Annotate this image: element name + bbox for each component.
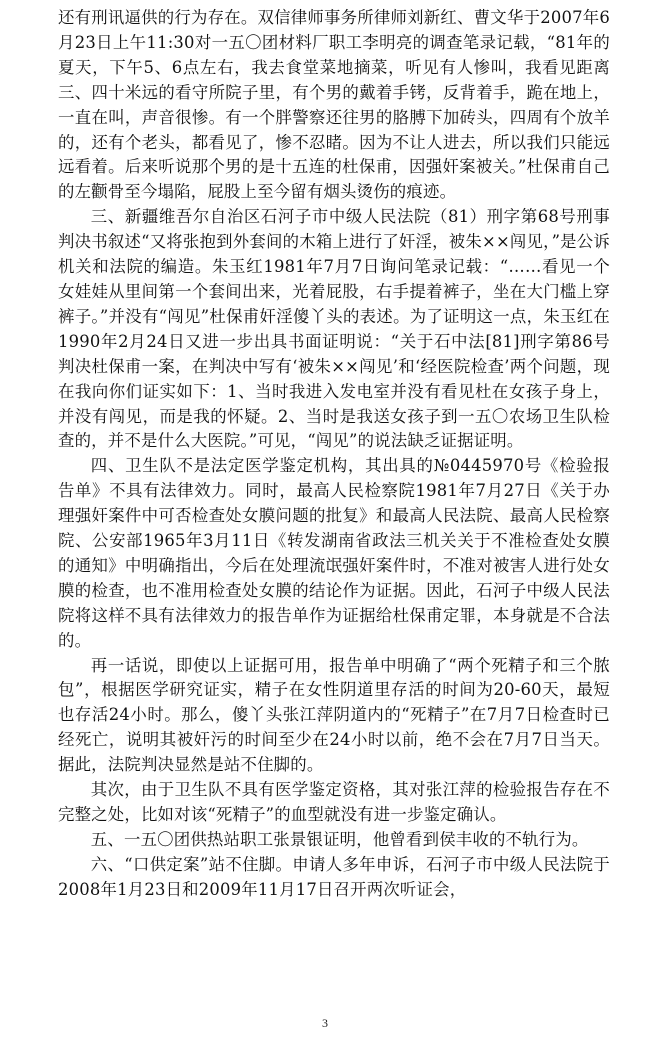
paragraph-further-argument: 再一话说，即使以上证据可用，报告单中明确了“两个死精子和三个脓包”，根据医学研究证实，精子在女性阴道里存活的时间为20-60天，最短也存活24小时。那么，傻丫头张江萍阴道内的“死精子”在7月7日检查时已经死亡，说明其被奸污的时间至少在24小时以前，绝不会在7月7日当天。据此，法院判决显然是站不住脚的。 bbox=[58, 655, 610, 775]
paragraph-section-5: 五、一五〇团供热站职工张景银证明，他曾看到侯丰收的不轨行为。 bbox=[90, 829, 589, 849]
paragraph-section-4: 四、卫生队不是法定医学鉴定机构，其出具的№0445970号《检验报告单》不具有法律效力。同时，最高人民检察院1981年7月27日《关于办理强奸案件中可否检查处女膜问题的批复》和最高人民法院、最高人民检察院、公安部1965年3月11日《转发湖南省政法三机关关于不准检查处女膜的通知》中明确指出，今后在处理流氓强奸案件时，不准对被害人进行处女膜的检查，也不准用检查处女膜的结论作为证据。因此，石河子中级人民法院将这样不具有法律效力的报告单作为证据给杜保甫定罪，本身就是不合法的。 bbox=[58, 456, 610, 650]
paragraph-section-6: 六、“口供定案”站不住脚。申请人多年申诉，石河子市中级人民法院于2008年1月23日和2009年11月17日召开两次听证会， bbox=[58, 854, 610, 899]
paragraph-secondly: 其次，由于卫生队不具有医学鉴定资格，其对张江萍的检验报告存在不完整之处，比如对该“死精子”的血型就没有进一步鉴定确认。 bbox=[58, 780, 610, 824]
paragraph-section-3: 三、新疆维吾尔自治区石河子市中级人民法院（81）刑字第68号刑事判决书叙述“又将张抱到外套间的木箱上进行了奸淫，被朱××闯见，”是公诉机关和法院的编造。朱玉红1981年7月7日询问笔录记载：“……看见一个女娃娃从里间第一个套间出来，光着屁股，右手提着裤子，坐在大门槛上穿裤子。”并没有“闯见”杜保甫奸淫傻丫头的表述。为了证明这一点，朱玉红在1990年2月24日又进一步出具书面证明说：“关于石中法[81]刑字第86号判决杜保甫一案，在判决中写有‘被朱××闯见’和‘经医院检查’两个问题，现在我向你们证实如下：1、当时我进入发电室并没有看见杜在女孩子身上，并没有闯见，而是我的怀疑。2、当时是我送女孩子到一五〇农场卫生队检查的，并不是什么大医院。”可见，“闯见”的说法缺乏证据证明。 bbox=[58, 207, 610, 451]
paragraph-continuation: 还有刑讯逼供的行为存在。双信律师事务所律师刘新红、曹文华于2007年6月23日上午11:30对一五〇团材料厂职工李明亮的调查笔录记载，“81年的夏天，下午5、6点左右，我去食堂菜地摘菜，听见有人惨叫，我看见距离三、四十米远的看守所院子里，有个男的戴着手铐，反背着手，跪在地上，一直在叫，声音很惨。有一个胖警察还往男的胳膊下加砖头，四周有个放羊的，还有个老头，都看见了，惨不忍睹。因为不让人进去，所以我们只能远远看着。后来听说那个男的是十五连的杜保甫，因强奸案被关。”杜保甫自己的左颧骨至今塌陷，屁股上至今留有烟头烫伤的痕迹。 bbox=[58, 8, 610, 202]
page-number: 3 bbox=[322, 1016, 328, 1030]
body-text bbox=[58, 6, 610, 903]
